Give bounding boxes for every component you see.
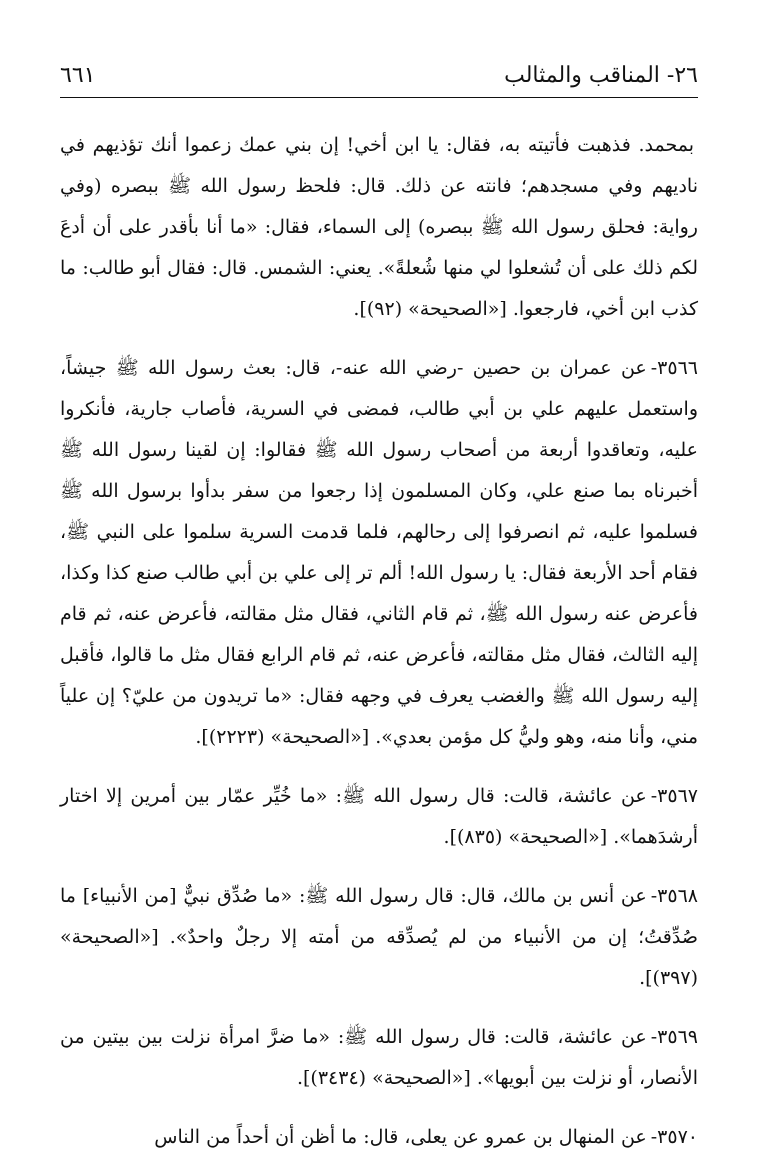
hadith-text: عن عائشة، قالت: قال رسول الله ﷺ: «ما خُيِّر عمّار بين أمرين إلا اختار أرشدَهما». [«الصحيحة» (٨٣٥)]. [60,785,698,848]
hadith-entry [60,876,698,999]
hadith-number: ٣٥٦٨- [650,885,698,907]
hadith-entry [60,1117,698,1158]
hadith-text: عن المنهال بن عمرو عن يعلى، قال: ما أظن أن أحداً من الناس [154,1126,647,1148]
hadith-number: ٣٥٦٧- [650,785,698,807]
hadith-entry [60,1017,698,1099]
page-body [60,125,698,1176]
page-header [60,58,698,98]
hadith-number: ٣٥٧٠- [650,1126,698,1148]
hadith-entry [60,348,698,758]
chapter-title: ٢٦- المناقب والمثالب [504,63,698,88]
page-number: ٦٦١ [60,63,96,88]
hadith-text: عن عمران بن حصين -رضي الله عنه-، قال: بعث رسول الله ﷺ جيشاً، واستعمل عليهم علي بن أبي طالب، فمضى في السرية، فأصاب جارية، فأنكروا عليه، وتعاقدوا أربعة من أصحاب رسول الله ﷺ فقالوا: إن لقينا رسول الله ﷺ أخبرناه بما صنع علي، وكان المسلمون إذا رجعوا من سفر بدأوا برسول الله ﷺ فسلموا عليه، ثم انصرفوا إلى رحالهم، فلما قدمت السرية سلموا على النبي ﷺ، فقام أحد الأربعة فقال: يا رسول الله! ألم تر إلى علي بن أبي طالب صنع كذا وكذا، فأعرض عنه رسول الله ﷺ، ثم قام الثاني، فقال مثل مقالته، فأعرض عنه، ثم قام إليه الثالث، فقال مثل مقالته، فأعرض عنه، ثم قام الرابع فقال مثل ما قالوا، فأقبل إليه رسول الله ﷺ والغضب يعرف في وجهه فقال: «ما تريدون من عليّ؟ إن علياً مني، وأنا منه، وهو وليُّ كل مؤمن بعدي». [«الصحيحة» (٢٢٢٣)]. [60,357,698,748]
hadith-text: عن عائشة، قالت: قال رسول الله ﷺ: «ما ضرَّ امرأة نزلت بين بيتين من الأنصار، أو نزلت بين أبويها». [«الصحيحة» (٣٤٣٤)]. [60,1026,698,1089]
hadith-entry [60,776,698,858]
hadith-entry [60,125,698,330]
hadith-text: بمحمد. فذهبت فأتيته به، فقال: يا ابن أخي! إن بني عمك زعموا أنك تؤذيهم في ناديهم وفي مسجدهم؛ فانته عن ذلك. قال: فلحظ رسول الله ﷺ ببصره (وفي رواية: فحلق رسول الله ﷺ ببصره) إلى السماء، فقال: «ما أنا بأقدر على أن أدعَ لكم ذلك على أن تُشعلوا لي منها شُعلةً». يعني: الشمس. قال: فقال أبو طالب: ما كذب ابن أخي، فارجعوا. [«الصحيحة» (٩٢)]. [60,134,698,320]
hadith-number: ٣٥٦٦- [650,357,698,379]
hadith-text: عن أنس بن مالك، قال: قال رسول الله ﷺ: «ما صُدِّق نبيٌّ [من الأنبياء] ما صُدِّقتُ؛ إن من الأنبياء من لم يُصدِّقه من أمته إلا رجلٌ واحدٌ». [«الصحيحة» (٣٩٧)]. [60,885,698,989]
hadith-number: ٣٥٦٩- [650,1026,698,1048]
